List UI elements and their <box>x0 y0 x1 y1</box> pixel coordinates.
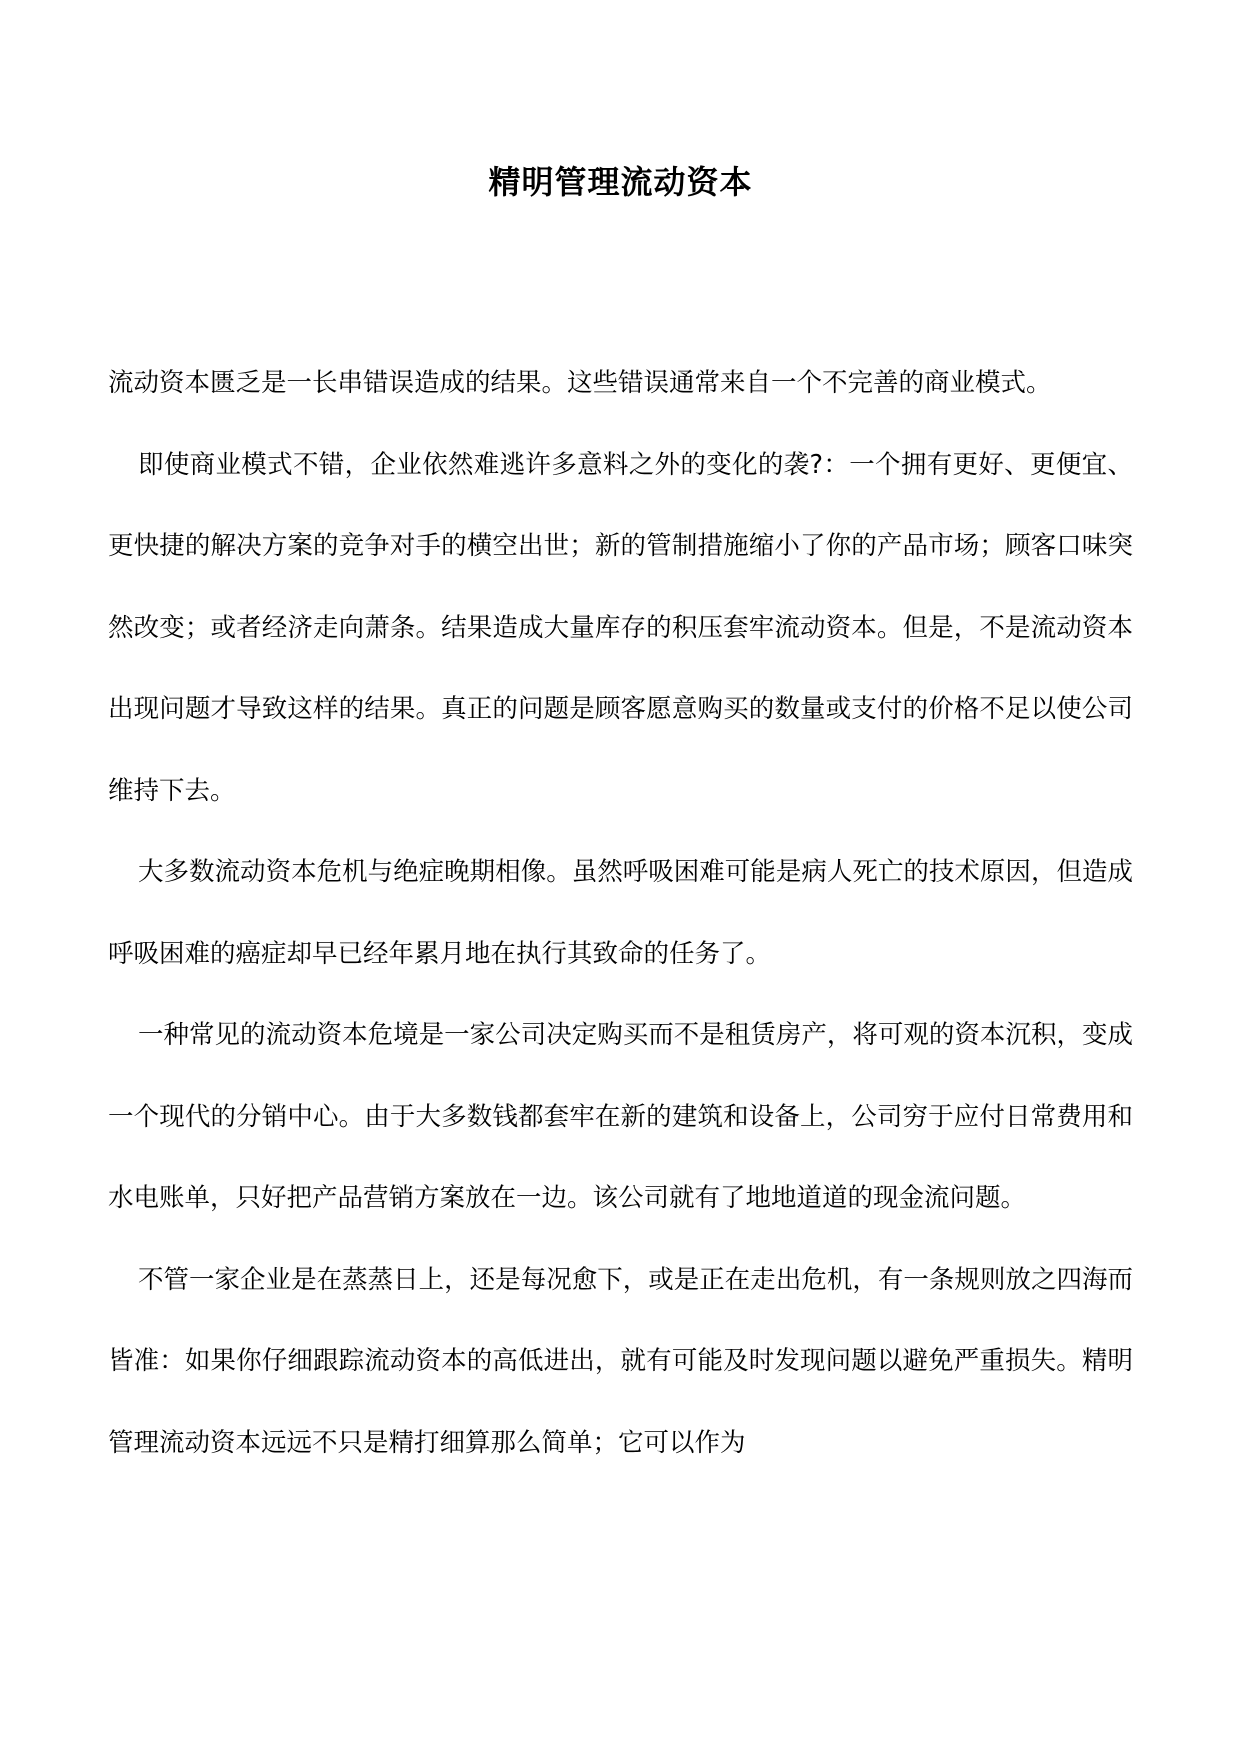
paragraph-3: 大多数流动资本危机与绝症晚期相像。虽然呼吸困难可能是病人死亡的技术原因，但造成呼吸困难的癌症却早已经年累月地在执行其致命的任务了。 <box>108 857 1133 969</box>
paragraph-1: 流动资本匮乏是一长串错误造成的结果。这些错误通常来自一个不完善的商业模式。 <box>108 368 1052 398</box>
page-title: 精明管理流动资本 <box>488 163 753 201</box>
paragraph-4: 一种常见的流动资本危境是一家公司决定购买而不是租赁房产，将可观的资本沉积，变成一个现代的分销中心。由于大多数钱都套牢在新的建筑和设备上，公司穷于应付日常费用和水电账单，只好把产品营销方案放在一边。该公司就有了地地道道的现金流问题。 <box>108 1020 1133 1213</box>
document-body <box>108 343 1133 1484</box>
paragraph-2: 即使商业模式不错，企业依然难逃许多意料之外的变化的袭?：一个拥有更好、更便宜、更快捷的解决方案的竞争对手的横空出世；新的管制措施缩小了你的产品市场；顾客口味突然改变；或者经济走向萧条。结果造成大量库存的积压套牢流动资本。但是，不是流动资本出现问题才导致这样的结果。真正的问题是顾客愿意购买的数量或支付的价格不足以使公司维持下去。 <box>108 449 1133 806</box>
paragraph-5: 不管一家企业是在蒸蒸日上，还是每况愈下，或是正在走出危机，有一条规则放之四海而皆准：如果你仔细跟踪流动资本的高低进出，就有可能及时发现问题以避免严重损失。精明管理流动资本远远不只是精打细算那么简单；它可以作为 <box>108 1264 1133 1458</box>
